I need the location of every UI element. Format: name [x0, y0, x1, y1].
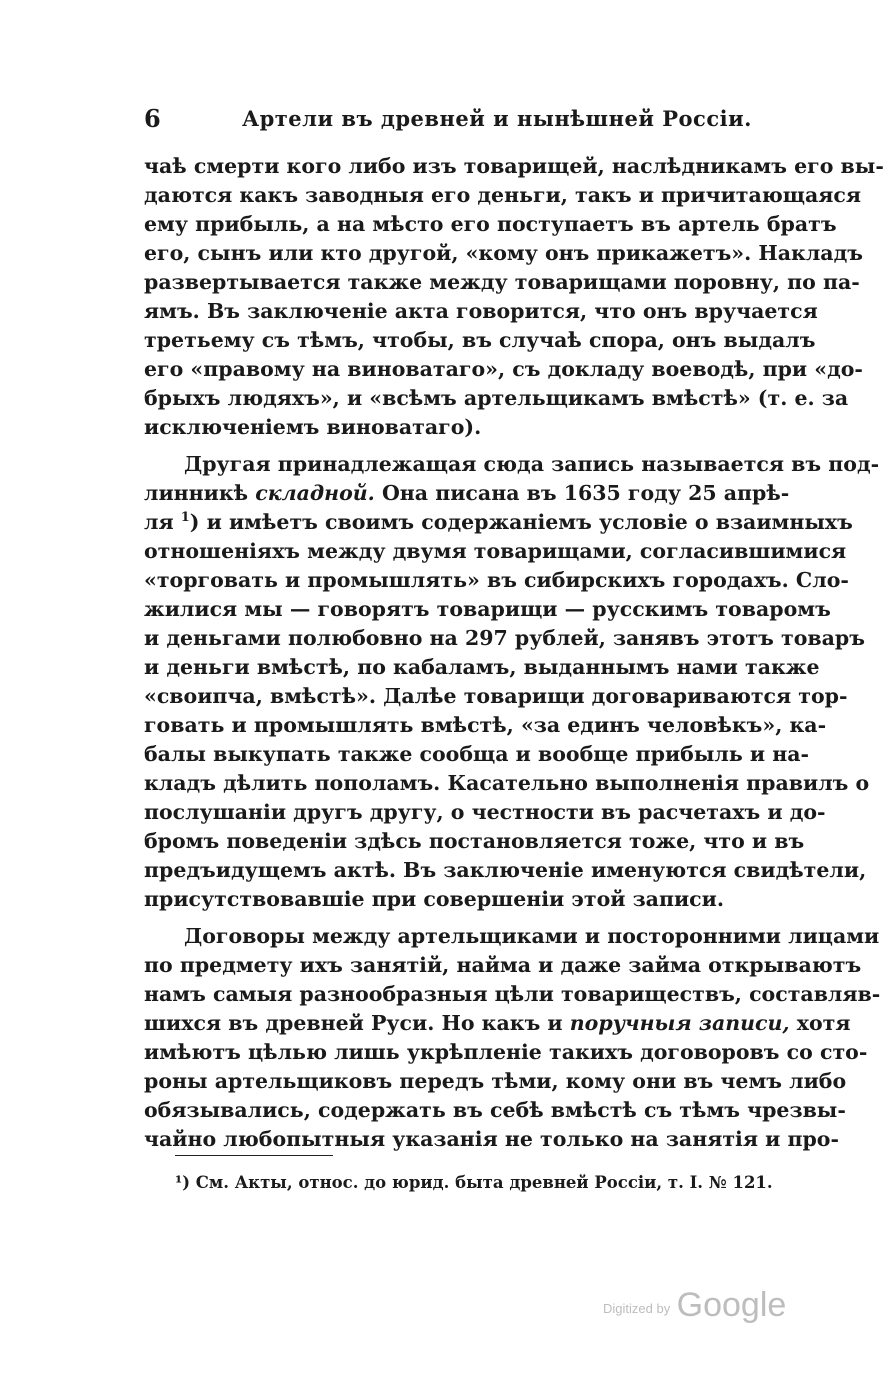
text-line: предъидущемъ актѣ. Въ заключеніе именуются свидѣтели, [144, 858, 867, 882]
footnote-divider [175, 1155, 333, 1156]
text-line: брыхъ людяхъ», и «всѣмъ артельщикамъ вмѣстѣ» (т. е. за [144, 386, 849, 410]
text-line: «своипча, вмѣстѣ». Далѣе товарищи договариваются тор- [144, 684, 848, 708]
text-line: ему прибыль, а на мѣсто его поступаетъ въ артель братъ [144, 212, 837, 236]
text-line: говать и промышлять вмѣстѣ, «за единъ человѣкъ», ка- [144, 713, 827, 737]
text-line: даются какъ заводныя его деньги, такъ и причитающаяся [144, 183, 862, 207]
text-line: ля $^1$) и имѣетъ своимъ содержаніемъ условіе о взаимныхъ [144, 510, 853, 534]
text-line: балы выкупать также сообща и вообще прибыль и на- [144, 742, 810, 766]
paragraph-2 [144, 450, 880, 914]
text-line: отношеніяхъ между двумя товарищами, согласившимися [144, 539, 847, 563]
text-line: линникѣ складной. Она писана въ 1635 году 25 апрѣ- [144, 481, 790, 505]
text-line: ямъ. Въ заключеніе акта говорится, что онъ вручается [144, 299, 818, 323]
text-line: и деньгами полюбовно на 297 рублей, занявъ этотъ товаръ [144, 626, 865, 650]
text-line: кладъ дѣлить пополамъ. Касательно выполненія правилъ о [144, 771, 870, 795]
body-text [144, 152, 884, 1154]
watermark-digitized: Digitized by [603, 1301, 671, 1316]
text-line: бромъ поведеніи здѣсь постановляется тоже, что и въ [144, 829, 805, 853]
text-line: Договоры между артельщиками и посторонними лицами [184, 924, 880, 948]
text-line: имѣютъ цѣлью лишь укрѣпленіе такихъ договоровъ со сто- [144, 1040, 868, 1064]
text-line: его «правому на виноватаго», съ докладу воеводѣ, при «до- [144, 357, 863, 381]
text-line: развертывается также между товарищами поровну, по па- [144, 270, 860, 294]
page-header [144, 104, 752, 138]
paragraph-3 [144, 922, 881, 1154]
footnote: ¹) См. Акты, относ. до юрид. быта древней Россіи, т. I. № 121. [175, 1173, 773, 1192]
text-line: и деньги вмѣстѣ, по кабаламъ, выданнымъ нами также [144, 655, 820, 679]
text-line: чаѣ смерти кого либо изъ товарищей, наслѣдникамъ его вы- [144, 154, 884, 178]
text-line: присутствовавшіе при совершеніи этой записи. [144, 887, 724, 911]
text-line: намъ самыя разнообразныя цѣли товариществъ, составляв- [144, 982, 881, 1006]
text-line: обязывались, содержать въ себѣ вмѣстѣ съ тѣмъ чрезвы- [144, 1098, 846, 1122]
text-line: «торговать и промышлять» въ сибирскихъ городахъ. Сло- [144, 568, 849, 592]
text-line: Другая принадлежащая сюда запись называется въ под- [184, 452, 880, 476]
running-title: Артели въ древней и нынѣшней Россіи. [242, 106, 752, 131]
google-logo: Google [676, 1286, 787, 1324]
google-watermark [603, 1286, 786, 1325]
paragraph-1 [144, 152, 884, 442]
text-line: исключеніемъ виноватаго). [144, 415, 482, 439]
text-line: третьему съ тѣмъ, чтобы, въ случаѣ спора, онъ выдалъ [144, 328, 816, 352]
text-line: чайно любопытныя указанія не только на занятія и про- [144, 1127, 839, 1151]
text-line: по предмету ихъ занятій, найма и даже займа открываютъ [144, 953, 862, 977]
text-line: послушаніи другъ другу, о честности въ расчетахъ и до- [144, 800, 826, 824]
footnote-marker[interactable]: 1 [180, 510, 190, 526]
italic-term: поручныя записи, [569, 1011, 790, 1035]
text-line: его, сынъ или кто другой, «кому онъ прикажетъ». Накладъ [144, 241, 863, 265]
page-number: 6 [144, 104, 161, 133]
text-line: шихся въ древней Руси. Но какъ и поручныя записи, хотя [144, 1011, 851, 1035]
text-line: жилися мы — говорятъ товарищи — русскимъ товаромъ [144, 597, 831, 621]
text-line: роны артельщиковъ передъ тѣми, кому они въ чемъ либо [144, 1069, 847, 1093]
italic-term: складной. [255, 481, 375, 505]
